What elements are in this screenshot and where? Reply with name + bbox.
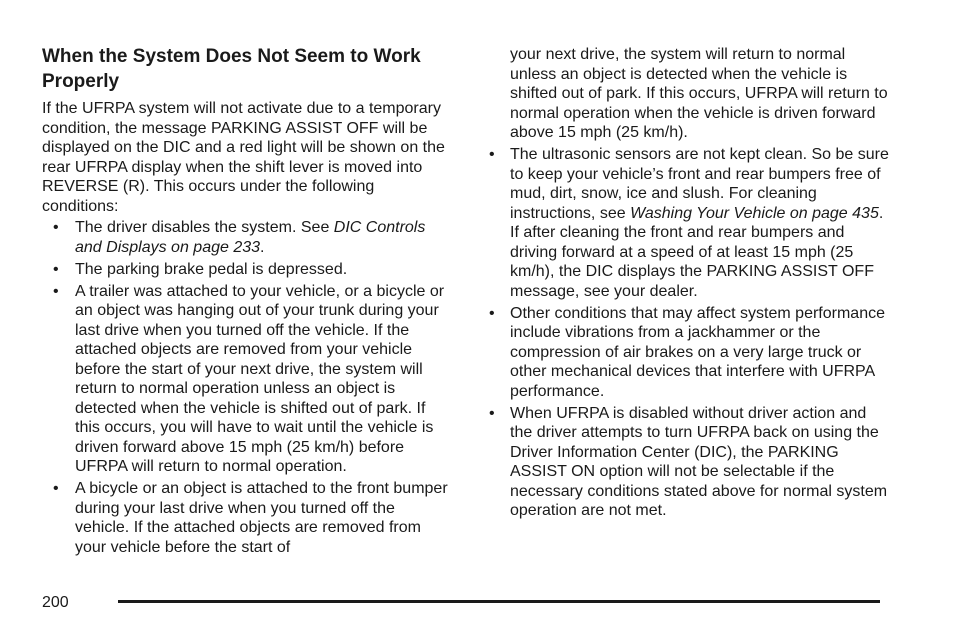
list-item-text: A bicycle or an object is attached to the front bumper during your last drive when you turned off the vehicle. If the attached objects are removed from your vehicle before the start of xyxy=(75,480,448,556)
conditions-list-continued xyxy=(489,145,889,521)
left-column xyxy=(42,44,450,560)
list-item xyxy=(42,282,450,477)
list-item xyxy=(42,260,450,280)
continued-list-item-text: your next drive, the system will return to normal unless an object is detected when the vehicle is shifted out of park. If this occurs, UFRPA will return to normal operation when the vehicle is driven forward above 15 mph (25 km/h). xyxy=(510,46,888,141)
list-item-text: The ultrasonic sensors are not kept clean. So be sure to keep your vehicle’s front and rear bumpers free of mud, dirt, snow, ice and slush. For cleaning instructions, see xyxy=(510,146,889,222)
conditions-list xyxy=(42,218,450,557)
footer-rule xyxy=(118,600,880,603)
bullet-icon: • xyxy=(489,146,495,163)
list-item xyxy=(489,145,889,301)
list-item-text: Other conditions that may affect system performance include vibrations from a jackhammer or the compression of air brakes on a very large truck or other mechanical devices that interfere with UFRPA performance. xyxy=(510,304,885,400)
list-item-text: When UFRPA is disabled without driver action and the driver attempts to turn UFRPA back on using the Driver Information Center (DIC), the PARKING ASSIST ON option will not be selectable if the necessary conditions stated above for normal system operation are not met. xyxy=(510,404,888,519)
list-item-text-end: . If after cleaning the front and rear bumpers and driving forward at a speed of at least 15 mph (25 km/h), the DIC displays the PARKING ASSIST OFF message, see your dealer. xyxy=(510,204,884,300)
list-item xyxy=(489,404,889,521)
list-item-text-end: . xyxy=(260,238,265,256)
intro-paragraph: If the UFRPA system will not activate due to a temporary condition, the message PARKING ASSIST OFF will be displayed on the DIC and a red light will be shown on the rear UFRPA display when the shift lever is moved into REVERSE (R). This occurs under the following conditions: xyxy=(42,100,445,215)
bullet-icon: • xyxy=(489,404,495,422)
list-item-text: The driver disables the system. See xyxy=(75,219,334,236)
list-item-text: The parking brake pedal is depressed. xyxy=(75,260,348,278)
page-number: 200 xyxy=(42,594,69,611)
bullet-icon: • xyxy=(489,304,495,322)
bullet-icon: • xyxy=(53,260,59,278)
list-item-text: A trailer was attached to your vehicle, or a bicycle or an object was hanging out of your trunk during your last drive when you turned off the vehicle. If the attached objects are removed from your vehicle before the start of your next drive, the system will return to normal operation unless an object is detected when the vehicle is shifted out of park. If this occurs, you will have to wait until the vehicle is driven forward above 15 mph (25 km/h) before UFRPA will return to normal operation. xyxy=(75,282,445,475)
bullet-icon: • xyxy=(53,480,59,497)
bullet-icon: • xyxy=(53,219,59,236)
list-item xyxy=(489,304,889,402)
list-item xyxy=(42,479,450,557)
bullet-icon: • xyxy=(53,282,59,300)
list-item xyxy=(42,218,450,257)
cross-reference-link[interactable]: DIC Controls and Displays on page 233 xyxy=(75,219,426,256)
right-column xyxy=(489,45,889,523)
cross-reference-link[interactable]: Washing Your Vehicle on page 435 xyxy=(630,204,879,222)
section-heading: When the System Does Not Seem to Work Properly xyxy=(42,46,421,92)
